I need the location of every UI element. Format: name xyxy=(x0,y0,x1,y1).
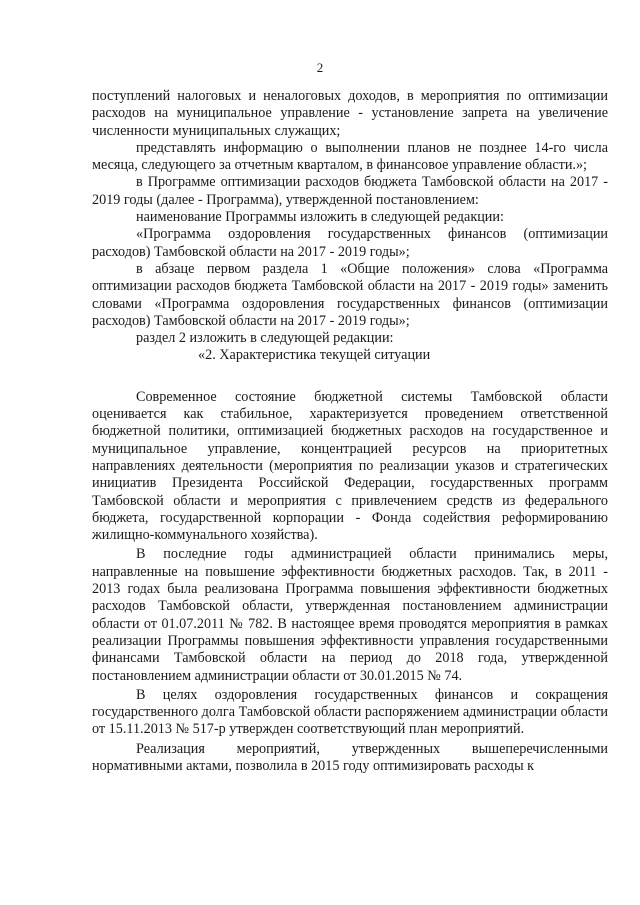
paragraph-current-state: Современное состояние бюджетной системы Тамбовской области оценивается как стабильное, характеризуется проведением ответственной бюджетной политики, оптимизацией бюджетных расходов на государственное и муниципальное управление, концентрацией ресурсов на приоритетных направлениях деятельности (мероприятия по реализации указов и стратегических инициатив Президента Российской Федерации, государственных программ Тамбовской области и мероприятия с привлечением средств из федерального бюджета, государственной корпорации - Фонда содействия реформированию жилищно-коммунального хозяйства). xyxy=(92,388,608,544)
paragraph-debt-reduction: В целях оздоровления государственных финансов и сокращения государственного долга Тамбовской области распоряжением администрации области от 15.11.2013 № 517-р утвержден соответствующий план мероприятий. xyxy=(92,686,608,738)
paragraph-recent-measures: В последние годы администрацией области принимались меры, направленные на повышение эффективности бюджетных расходов. Так, в 2011 - 2013 годах была реализована Программа повышения эффективности бюджетных расходов Тамбовской области, утвержденная постановлением администрации области от 01.07.2011 № 782. В настоящее время проводятся мероприятия в рамках реализации Программы повышения эффективности управления государственными финансами Тамбовской области на период до 2018 года, утвержденной постановлением администрации области от 30.01.2015 № 74. xyxy=(92,546,608,684)
paragraph-report-info: представлять информацию о выполнении планов не позднее 14-го числа месяца, следующего за отчетным кварталом, в финансовое управление области.»; xyxy=(92,139,608,174)
paragraph-continuation: поступлений налоговых и неналоговых доходов, в мероприятия по оптимизации расходов на муниципальное управление - установление запрета на увеличение численности муниципальных служащих; xyxy=(92,88,608,139)
document-body xyxy=(92,88,608,775)
paragraph-section-one-change: в абзаце первом раздела 1 «Общие положения» слова «Программа оптимизации расходов бюджета Тамбовской области на 2017 - 2019 годы» заменить словами «Программа оздоровления государственных финансов (оптимизации расходов) Тамбовской области на 2017 - 2019 годы»; xyxy=(92,260,608,329)
section-heading: «2. Характеристика текущей ситуации xyxy=(198,347,431,364)
page-number: 2 xyxy=(316,60,324,75)
paragraph-implementation: Реализация мероприятий, утвержденных вышеперечисленными нормативными актами, позволила в 2015 году оптимизировать расходы к xyxy=(92,740,608,774)
spacer xyxy=(92,365,608,389)
paragraph-program-intro: в Программе оптимизации расходов бюджета Тамбовской области на 2017 - 2019 годы (далее - Программа), утвержденной постановлением: xyxy=(92,174,608,208)
paragraph-section-two-intro: раздел 2 изложить в следующей редакции: xyxy=(136,330,394,347)
paragraph-new-title: «Программа оздоровления государственных финансов (оптимизации расходов) Тамбовской области на 2017 - 2019 годы»; xyxy=(92,226,608,260)
paragraph-program-name: наименование Программы изложить в следующей редакции: xyxy=(136,209,504,226)
